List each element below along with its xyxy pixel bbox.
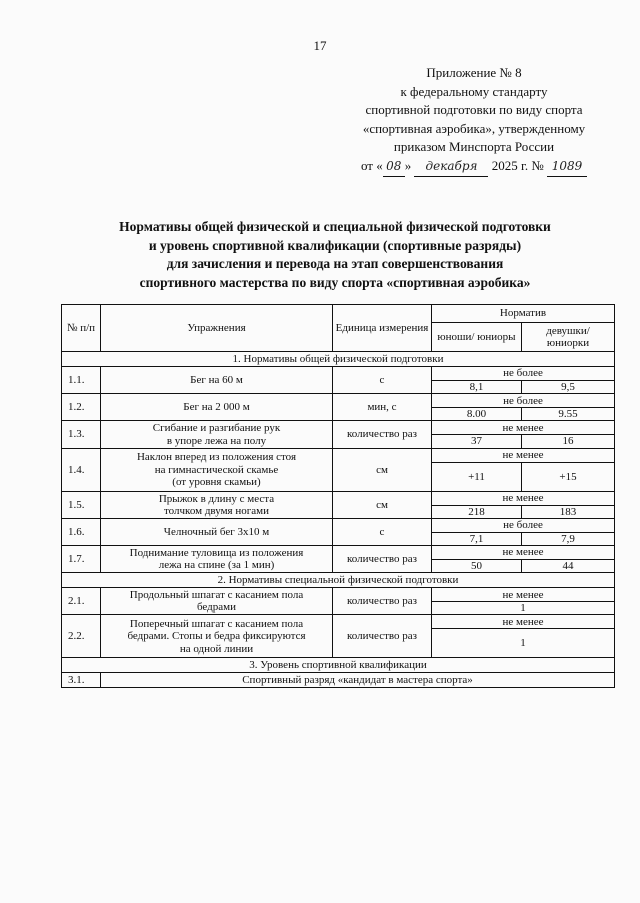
row-unit: см [333, 491, 432, 518]
header-unit: Единица измерения [333, 305, 432, 352]
header-girls: девушки/ юниорки [522, 323, 615, 352]
row-condition: не более [432, 367, 615, 381]
row-num: 1.3. [62, 421, 101, 448]
header-boys: юноши/ юниоры [432, 323, 522, 352]
row-num: 3.1. [62, 673, 101, 688]
title-line: Нормативы общей физической и специальной физической подготовки [119, 219, 551, 234]
row-girls: 7,9 [522, 532, 615, 545]
exercise-line: Наклон вперед из положения стоя [136, 451, 297, 464]
title-line: спортивного мастерства по виду спорта «спортивная аэробика» [139, 274, 531, 290]
order-day: 08 [383, 157, 405, 177]
appendix-line: приказом Минспорта России [393, 139, 555, 155]
header-num: № п/п [62, 305, 101, 352]
row-qualification: Спортивный разряд «кандидат в мастера спорта» [101, 673, 615, 688]
exercise-line: бедрами. Стопы и бедра фиксируются [127, 630, 306, 643]
exercise-line: Поперечный шпагат с касанием пола [129, 618, 304, 631]
row-girls: 183 [522, 505, 615, 518]
row-num: 1.1. [62, 367, 101, 394]
section-title: 1. Нормативы общей физической подготовки [62, 352, 615, 367]
row-unit: количество раз [333, 421, 432, 448]
row-condition: не менее [432, 448, 615, 462]
exercise-line: на гимнастической скамье [154, 463, 279, 476]
row-unit: см [333, 448, 432, 491]
row-num: 1.5. [62, 491, 101, 518]
appendix-line: к федеральному стандарту [400, 83, 548, 99]
title-line: для зачисления и перевода на этап совершенствования [166, 256, 504, 271]
row-num: 2.2. [62, 615, 101, 658]
row-exercise [101, 421, 333, 448]
row-exercise: Бег на 60 м [101, 367, 333, 394]
table-row [62, 421, 615, 435]
row-girls: 9,5 [522, 381, 615, 394]
row-unit: количество раз [333, 546, 432, 573]
exercise-line: толчком двумя ногами [164, 504, 269, 517]
appendix-line: спортивной подготовки по виду спорта [365, 102, 583, 118]
exercise-line: Продольный шпагат с касанием пола [129, 589, 304, 602]
row-num: 1.2. [62, 394, 101, 421]
row-boys: 8,1 [432, 381, 522, 394]
header-norm: Норматив [432, 305, 615, 323]
row-boys: 7,1 [432, 532, 522, 545]
row-boys: +11 [432, 462, 522, 491]
row-num: 1.7. [62, 546, 101, 573]
header-exercise: Упражнения [101, 305, 333, 352]
row-unit: с [333, 367, 432, 394]
row-exercise [101, 546, 333, 573]
document-title [40, 218, 630, 292]
table-row [62, 448, 615, 462]
exercise-line: Прыжок в длину с места [158, 492, 275, 505]
row-condition: не менее [432, 546, 615, 560]
date-year: 2025 г. № [491, 157, 544, 173]
row-exercise [101, 588, 333, 615]
row-both: 1 [432, 629, 615, 658]
row-boys: 8.00 [432, 408, 522, 421]
date-prefix: от « [360, 157, 383, 173]
table-row [62, 615, 615, 629]
exercise-line: на одной линии [179, 642, 254, 655]
order-number: 1089 [547, 157, 587, 177]
row-girls: +15 [522, 462, 615, 491]
order-month: декабря [414, 157, 488, 177]
row-unit: с [333, 518, 432, 545]
row-girls: 44 [522, 560, 615, 573]
appendix-line: «спортивная аэробика», утвержденному [362, 120, 586, 136]
row-num: 1.6. [62, 518, 101, 545]
row-boys: 37 [432, 435, 522, 448]
page-number: 17 [313, 38, 327, 53]
exercise-line: в упоре лежа на полу [166, 434, 267, 447]
table-row [62, 367, 615, 381]
row-condition: не менее [432, 421, 615, 435]
appendix-title: Приложение № 8 [426, 65, 522, 80]
table-row [62, 491, 615, 505]
row-boys: 50 [432, 560, 522, 573]
order-date-line [330, 157, 618, 177]
exercise-line: Сгибание и разгибание рук [152, 422, 281, 435]
row-num: 2.1. [62, 588, 101, 615]
row-exercise: Бег на 2 000 м [101, 394, 333, 421]
norms-table [61, 304, 615, 688]
row-unit: количество раз [333, 588, 432, 615]
row-unit: мин, с [333, 394, 432, 421]
row-boys: 218 [432, 505, 522, 518]
date-mid: » [404, 157, 412, 173]
row-num: 1.4. [62, 448, 101, 491]
row-both: 1 [432, 602, 615, 615]
row-girls: 9.55 [522, 408, 615, 421]
row-exercise [101, 448, 333, 491]
table-row [62, 673, 615, 688]
row-condition: не более [432, 394, 615, 408]
table-row [62, 546, 615, 560]
row-exercise [101, 615, 333, 658]
exercise-line: (от уровня скамьи) [172, 475, 261, 488]
title-line: и уровень спортивной квалификации (спортивные разряды) [148, 237, 522, 253]
exercise-line: бедрами [196, 601, 236, 614]
row-condition: не менее [432, 615, 615, 629]
exercise-line: Поднимание туловища из положения [129, 546, 304, 559]
appendix-block [330, 64, 618, 177]
table-row [62, 394, 615, 408]
section-title: 3. Уровень спортивной квалификации [62, 658, 615, 673]
row-girls: 16 [522, 435, 615, 448]
row-condition: не менее [432, 588, 615, 602]
section-title: 2. Нормативы специальной физической подготовки [62, 573, 615, 588]
exercise-line: лежа на спине (за 1 мин) [158, 559, 275, 572]
table-row [62, 588, 615, 602]
row-condition: не менее [432, 491, 615, 505]
row-condition: не более [432, 518, 615, 532]
row-exercise: Челночный бег 3х10 м [101, 518, 333, 545]
table-row [62, 518, 615, 532]
row-exercise [101, 491, 333, 518]
row-unit: количество раз [333, 615, 432, 658]
